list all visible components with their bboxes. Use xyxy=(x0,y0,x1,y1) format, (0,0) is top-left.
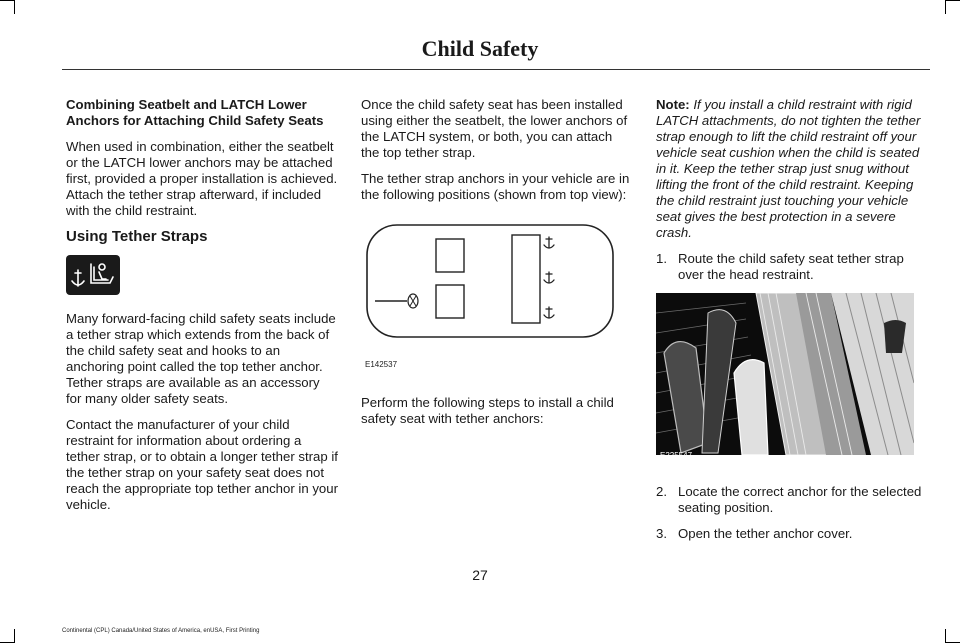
paragraph: Contact the manufacturer of your child restraint for information about ordering a tether strap, or to obtain a longer tether strap if the tether strap on your safety seat does not reach the appropriate top tether anchor in your vehicle. xyxy=(66,417,338,512)
steps-list xyxy=(656,251,928,283)
vehicle-outline xyxy=(367,225,613,337)
page-title: Child Safety xyxy=(421,36,539,61)
step-text: Locate the correct anchor for the selected seating position. xyxy=(678,484,922,515)
crop-mark-top-right xyxy=(946,0,960,1)
note-text: If you install a child restraint with rigid LATCH attachments, do not tighten the tether strap enough to lift the child restraint off your vehicle seat cushion when the child is seated in it. Keep the tether strap just snug without lifting the front of the child restraint. Keeping the child restraint just touching your vehicle seat gives the best protection in a severe crash. xyxy=(656,97,921,240)
anchor-icon xyxy=(544,237,554,248)
anchor-icon xyxy=(544,272,554,283)
paragraph: Many forward-facing child safety seats include a tether strap which extends from the back of the child safety seat and hooks to an anchoring point called the top tether anchor. Tether straps are available as an accessory for many older safety seats. xyxy=(66,311,336,406)
paragraph: Perform the following steps to install a child safety seat with tether anchors: xyxy=(361,395,614,426)
figure-label: E225547 xyxy=(660,451,693,460)
child-seat-tether-icon xyxy=(66,255,120,295)
footer-printing-info: Continental (CPL) Canada/United States of America, enUSA, First Printing xyxy=(62,628,260,634)
anchor-icon xyxy=(544,307,554,318)
front-seat-driver xyxy=(436,285,464,318)
list-item xyxy=(656,484,928,516)
crop-mark-top-left xyxy=(0,0,14,1)
note-label: Note: xyxy=(656,97,690,112)
crop-mark-bottom-left xyxy=(14,629,15,643)
step-number: 3. xyxy=(656,526,667,541)
tether-strap-photo xyxy=(656,293,928,464)
header-rule xyxy=(62,69,930,70)
section-title-tether-straps: Using Tether Straps xyxy=(66,228,208,245)
step-text: Route the child safety seat tether strap over the head restraint. xyxy=(678,251,904,282)
child-seat-tether-icon xyxy=(66,255,120,295)
rear-bench-seat xyxy=(512,235,540,323)
steps-list xyxy=(656,484,928,542)
crop-mark-top-right xyxy=(945,0,946,14)
head-restraint-tether-illustration xyxy=(656,293,914,455)
section-heading-combining: Combining Seatbelt and LATCH Lower Anchors for Attaching Child Safety Seats xyxy=(66,97,324,128)
step-text: Open the tether anchor cover. xyxy=(678,526,853,541)
paragraph: Once the child safety seat has been installed using either the seatbelt, the lower anchors of the LATCH system, or both, you can attach the top tether strap. xyxy=(361,97,628,160)
tether-anchor-diagram xyxy=(361,221,633,373)
note xyxy=(656,97,928,241)
figure-label: E142537 xyxy=(365,360,398,369)
step-number: 2. xyxy=(656,484,667,499)
column-2 xyxy=(361,97,633,437)
list-item xyxy=(656,526,928,542)
step-number: 1. xyxy=(656,251,667,266)
crop-mark-bottom-right xyxy=(945,629,946,643)
paragraph: The tether strap anchors in your vehicle are in the following positions (shown from top view): xyxy=(361,171,630,202)
column-3 xyxy=(656,97,928,552)
vehicle-top-view-diagram xyxy=(361,221,621,345)
list-item xyxy=(656,251,928,283)
page-number: 27 xyxy=(472,567,488,583)
column-1 xyxy=(66,97,338,523)
front-seat-passenger xyxy=(436,239,464,272)
paragraph: When used in combination, either the seatbelt or the LATCH lower anchors may be attached first, provided a proper installation is achieved. Attach the tether strap afterward, if included with the child restraint. xyxy=(66,139,338,218)
crop-mark-top-left xyxy=(14,0,15,14)
